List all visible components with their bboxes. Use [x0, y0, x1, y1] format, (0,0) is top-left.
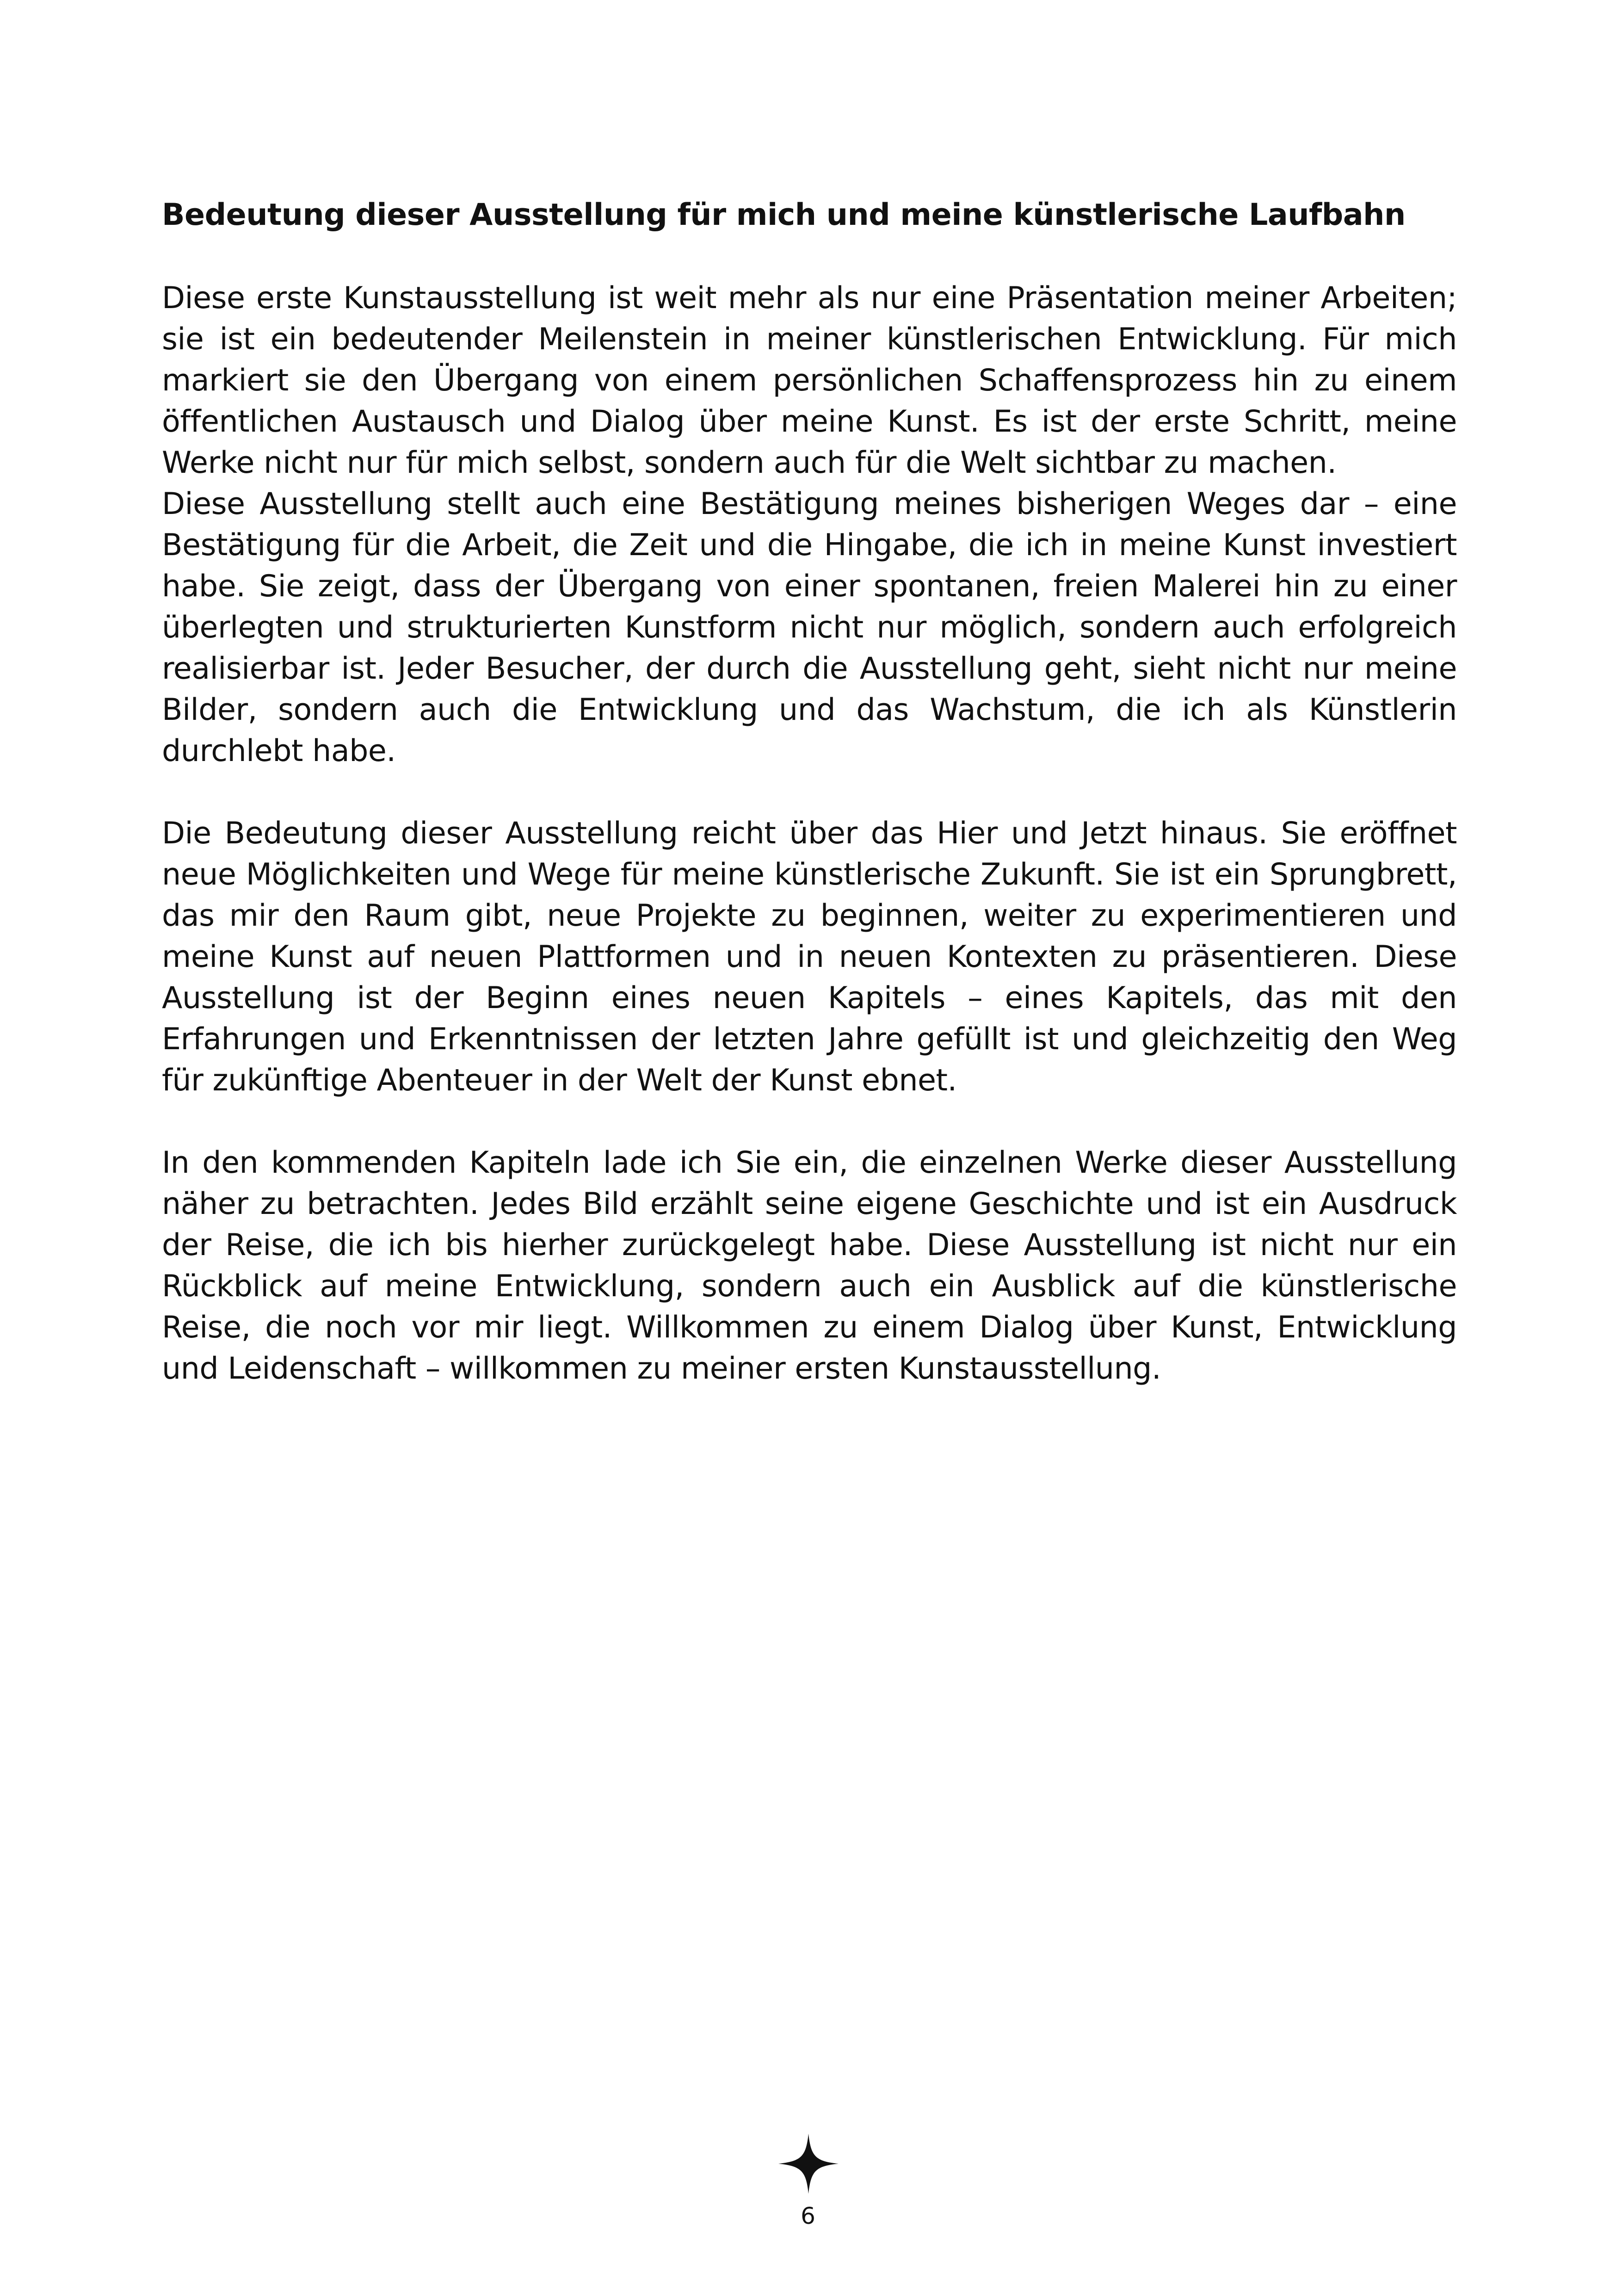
page-content: [162, 194, 1457, 1389]
paragraph-1: Diese erste Kunstausstellung ist weit mehr als nur eine Präsentation meiner Arbeiten; sie ist ein bedeutender Meilenstein in meiner künstlerischen Entwicklung. Für mich markiert sie den Übergang von einem persönlichen Schaffensprozess hin zu einem öffentlichen Austausch und Dialog über meine Kunst. Es ist der erste Schritt, meine Werke nicht nur für mich selbst, sondern auch für die Welt sichtbar zu machen.: [162, 281, 1457, 480]
paragraph-spacer: [162, 772, 1457, 813]
four-point-star-icon: [778, 2134, 839, 2194]
paragraph-spacer: [162, 1101, 1457, 1142]
paragraph-4: In den kommenden Kapiteln lade ich Sie ein, die einzelnen Werke dieser Ausstellung näher zu betrachten. Jedes Bild erzählt seine eigene Geschichte und ist ein Ausdruck der Reise, die ich bis hierher zurückgelegt habe. Diese Ausstellung ist nicht nur ein Rückblick auf meine Entwicklung, sondern auch ein Ausblick auf die künstlerische Reise, die noch vor mir liegt. Willkommen zu einem Dialog über Kunst, Entwicklung und Leidenschaft – willkommen zu meiner ersten Kunstausstellung.: [162, 1145, 1457, 1386]
page-number: 6: [801, 2203, 815, 2229]
paragraph-3: Die Bedeutung dieser Ausstellung reicht über das Hier und Jetzt hinaus. Sie eröffnet neue Möglichkeiten und Wege für meine künstlerische Zukunft. Sie ist ein Sprungbrett, das mir den Raum gibt, neue Projekte zu beginnen, weiter zu experimentieren und meine Kunst auf neuen Plattformen und in neuen Kontexten zu präsentieren. Diese Ausstellung ist der Beginn eines neuen Kapitels – eines Kapitels, das mit den Erfahrungen und Erkenntnissen der letzten Jahre gefüllt ist und gleichzeitig den Weg für zukünftige Abenteuer in der Welt der Kunst ebnet.: [162, 816, 1457, 1098]
paragraph-2: Diese Ausstellung stellt auch eine Bestätigung meines bisherigen Weges dar – eine Bestätigung für die Arbeit, die Zeit und die Hingabe, die ich in meine Kunst investiert habe. Sie zeigt, dass der Übergang von einer spontanen, freien Malerei hin zu einer überlegten und strukturierten Kunstform nicht nur möglich, sondern auch erfolgreich realisierbar ist. Jeder Besucher, der durch die Ausstellung geht, sieht nicht nur meine Bilder, sondern auch die Entwicklung und das Wachstum, die ich als Künstlerin durchlebt habe.: [162, 487, 1457, 768]
section-heading: Bedeutung dieser Ausstellung für mich und meine künstlerische Laufbahn: [162, 198, 1406, 232]
